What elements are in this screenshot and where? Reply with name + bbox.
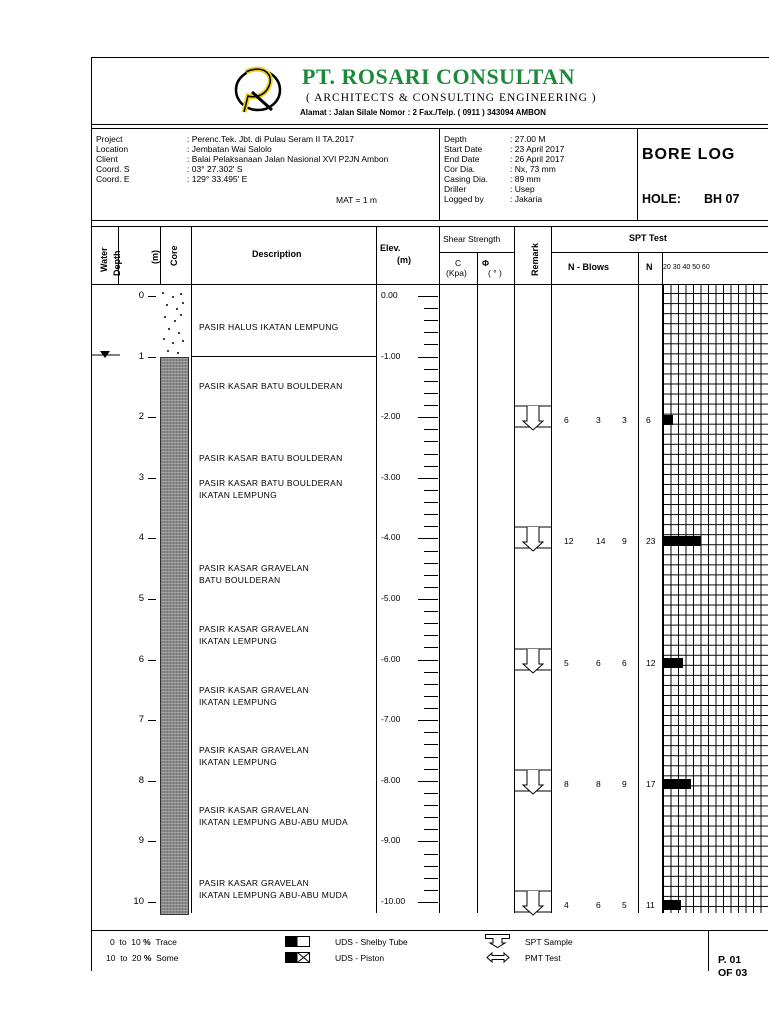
spt-n-value: 23 [646, 536, 656, 547]
elevation-subtick [424, 623, 438, 624]
elevation-subtick [424, 769, 438, 770]
elevation-tick [418, 660, 438, 661]
legend-trace: 0 to 10 % Trace [110, 937, 177, 947]
info-left-labels [96, 134, 130, 184]
col-phi: Φ [482, 258, 489, 268]
info-mid-labels: Depth Start Date End Date Cor Dia. Casing Dia. Driller Logged by [444, 134, 488, 204]
depth-tick [148, 296, 156, 297]
sand-dot [166, 304, 168, 306]
depth-label: 1 [138, 350, 144, 362]
piston-icon [285, 952, 311, 963]
elevation-subtick [424, 441, 438, 442]
layer-description: IKATAN LEMPUNG [199, 697, 278, 707]
elevation-label: -4.00 [381, 532, 401, 543]
elevation-subtick [424, 647, 438, 648]
depth-tick [148, 841, 156, 842]
elevation-label: -9.00 [381, 835, 401, 846]
spt-n-bar [663, 536, 701, 546]
spt-n-value: 12 [646, 657, 656, 668]
elevation-subtick [424, 551, 438, 552]
sand-dot [163, 338, 165, 340]
elevation-subtick [424, 344, 438, 345]
info-value: : Balai Pelaksanaan Jalan Nasional XVI P2JN Ambon [187, 154, 389, 164]
elevation-subtick [424, 587, 438, 588]
col-scale: 20 30 40 50 60 [663, 264, 710, 271]
spt-blow-1: 12 [564, 536, 574, 547]
info-label: Coord. E [96, 174, 130, 184]
elevation-tick [418, 417, 438, 418]
spt-sampler-icon [515, 769, 551, 795]
spt-blow-3: 3 [622, 415, 627, 426]
col-elev-unit: (m) [397, 255, 411, 265]
depth-tick [148, 720, 156, 721]
sand-dot [164, 316, 166, 318]
spt-blow-2: 6 [596, 657, 601, 668]
spt-sampler-icon [515, 405, 551, 431]
info-value: : 129° 33.495' E [187, 174, 248, 184]
info-mid-values: : 27.00 M : 23 April 2017 : 26 April 2017 : Nx, 73 mm : 89 mm : Usep : Jakaria [510, 134, 565, 204]
layer-description: IKATAN LEMPUNG [199, 490, 278, 500]
elevation-subtick [424, 829, 438, 830]
sand-dot [172, 296, 174, 298]
layer-description: BATU BOULDERAN [199, 575, 281, 585]
spt-blow-3: 6 [622, 657, 627, 668]
info-label: Project [96, 134, 123, 144]
elevation-subtick [424, 708, 438, 709]
elevation-subtick [424, 878, 438, 879]
depth-label: 6 [138, 653, 144, 665]
pmt-test-icon [485, 952, 511, 963]
elevation-label: 0.00 [381, 290, 398, 300]
sand-dot [182, 302, 184, 304]
elevation-tick [418, 599, 438, 600]
company-logo-icon [228, 62, 288, 114]
depth-tick [148, 599, 156, 600]
spt-blow-2: 14 [596, 536, 606, 547]
col-spt: SPT Test [629, 233, 667, 243]
layer-description: IKATAN LEMPUNG ABU-ABU MUDA [199, 817, 349, 827]
elevation-tick [418, 296, 438, 297]
elevation-subtick [424, 332, 438, 333]
elevation-label: -8.00 [381, 774, 401, 785]
col-depth: Depth [112, 250, 122, 276]
depth-label: 2 [138, 411, 144, 423]
elevation-label: -3.00 [381, 471, 401, 482]
elevation-subtick [424, 466, 438, 467]
info-value: : 03° 27.302' S [187, 164, 243, 174]
col-shear: Shear Strength [443, 234, 501, 244]
spt-blow-3: 5 [622, 900, 627, 910]
sand-dot [168, 328, 170, 330]
spt-blow-1: 8 [564, 778, 569, 789]
mat-value: MAT = 1 m [336, 195, 378, 205]
layer-description: IKATAN LEMPUNG [199, 757, 278, 767]
spt-n-bar [663, 658, 683, 668]
depth-label: 3 [138, 471, 144, 483]
elevation-subtick [424, 308, 438, 309]
info-value: : Perenc.Tek. Jbt. di Pulau Seram II TA.2017 [187, 134, 354, 144]
elevation-subtick [424, 490, 438, 491]
col-remark: Remark [530, 242, 540, 276]
spt-sample-icon [485, 934, 511, 948]
hole-label: HOLE: [642, 192, 681, 206]
elevation-subtick [424, 757, 438, 758]
elevation-subtick [424, 793, 438, 794]
elevation-subtick [424, 405, 438, 406]
col-n-blows: N - Blows [568, 262, 610, 272]
layer-description: PASIR KASAR BATU BOULDERAN [199, 453, 343, 463]
col-phi-unit: ( ° ) [488, 268, 502, 278]
elevation-subtick [424, 805, 438, 806]
elevation-label: -7.00 [381, 714, 401, 725]
spt-n-value: 11 [646, 900, 655, 910]
depth-label: 9 [138, 835, 144, 847]
core-fine-sand-pattern [160, 290, 187, 357]
legend-shelby: UDS - Shelby Tube [335, 937, 408, 947]
elevation-subtick [424, 369, 438, 370]
depth-tick [148, 417, 156, 418]
spt-n-value: 6 [646, 415, 651, 426]
elevation-subtick [424, 393, 438, 394]
core-sample-pattern [160, 357, 189, 915]
legend-pmt-test: PMT Test [525, 953, 561, 963]
elevation-subtick [424, 866, 438, 867]
elevation-subtick [424, 732, 438, 733]
page-number: P. 01 [718, 954, 742, 966]
layer-description: PASIR KASAR BATU BOULDERAN [199, 478, 343, 488]
col-water: Water [99, 247, 109, 272]
divider [91, 124, 768, 125]
depth-tick [148, 538, 156, 539]
col-unit: (m) [150, 250, 160, 264]
layer-description: PASIR KASAR GRAVELAN [199, 563, 310, 573]
depth-tick [148, 478, 156, 479]
elevation-tick [418, 538, 438, 539]
legend-piston: UDS - Piston [335, 953, 385, 963]
elevation-tick [418, 720, 438, 721]
legend-some: 10 to 20 % Some [106, 953, 179, 963]
elevation-tick [418, 781, 438, 782]
layer-description: PASIR KASAR GRAVELAN [199, 805, 310, 815]
elevation-subtick [424, 684, 438, 685]
elevation-tick [418, 902, 438, 903]
spt-blow-1: 4 [564, 900, 569, 910]
layer-description: PASIR KASAR GRAVELAN [199, 878, 310, 888]
elevation-subtick [424, 635, 438, 636]
elevation-subtick [424, 611, 438, 612]
spt-n-bar [663, 415, 673, 425]
bore-log-title: BORE LOG [642, 146, 736, 163]
elevation-subtick [424, 672, 438, 673]
spt-n-bar [663, 779, 691, 789]
col-core: Core [169, 245, 179, 266]
spt-n-bar [663, 900, 681, 910]
elevation-subtick [424, 744, 438, 745]
spt-blow-1: 5 [564, 657, 569, 668]
depth-label: 10 [133, 896, 144, 907]
sand-dot [180, 314, 182, 316]
layer-description: PASIR KASAR GRAVELAN [199, 685, 310, 695]
elevation-tick [418, 478, 438, 479]
elevation-subtick [424, 429, 438, 430]
shelby-tube-icon [285, 936, 311, 947]
sand-dot [182, 340, 184, 342]
spt-sampler-icon [515, 890, 551, 916]
spt-blow-3: 9 [622, 536, 627, 547]
elevation-label: -1.00 [381, 350, 401, 361]
col-elev: Elev. [380, 243, 401, 253]
elevation-subtick [424, 502, 438, 503]
elevation-subtick [424, 854, 438, 855]
spt-sampler-icon [515, 526, 551, 552]
elevation-label: -5.00 [381, 593, 401, 603]
company-address: Alamat : Jalan Silale Nomor : 2 Fax./Telp. ( 0911 ) 343094 AMBON [300, 108, 546, 117]
elevation-subtick [424, 563, 438, 564]
col-c-unit: (Kpa) [446, 268, 467, 278]
info-value: : Jembatan Wai Salolo [187, 144, 272, 154]
depth-tick [148, 660, 156, 661]
col-n: N [646, 262, 653, 272]
layer-description: PASIR KASAR BATU BOULDERAN [199, 381, 343, 391]
elevation-subtick [424, 454, 438, 455]
layer-description: IKATAN LEMPUNG [199, 636, 278, 646]
elevation-label: -6.00 [381, 653, 401, 664]
col-c: C [455, 258, 462, 268]
spt-blow-3: 9 [622, 778, 627, 789]
elevation-tick [418, 357, 438, 358]
divider [91, 128, 768, 129]
layer-description: PASIR KASAR GRAVELAN [199, 745, 310, 755]
hole-value: BH 07 [704, 192, 740, 206]
legend-spt-sample: SPT Sample [525, 937, 573, 947]
depth-label: 7 [138, 714, 144, 726]
sand-dot [180, 293, 182, 295]
spt-sampler-icon [515, 648, 551, 674]
depth-tick [148, 781, 156, 782]
depth-tick [148, 902, 156, 903]
depth-tick [148, 357, 156, 358]
spt-n-grid [663, 284, 768, 913]
elevation-subtick [424, 696, 438, 697]
sand-dot [172, 342, 174, 344]
layer-description: PASIR HALUS IKATAN LEMPUNG [199, 322, 339, 332]
layer-description: IKATAN LEMPUNG ABU-ABU MUDA [199, 890, 349, 900]
elevation-label: -10.00 [381, 896, 406, 906]
elevation-subtick [424, 320, 438, 321]
elevation-subtick [424, 514, 438, 515]
layer-description: PASIR KASAR GRAVELAN [199, 624, 310, 634]
elevation-subtick [424, 381, 438, 382]
spt-blow-2: 3 [596, 415, 601, 426]
info-left-values [187, 134, 388, 184]
spt-blow-1: 6 [564, 415, 569, 426]
spt-blow-2: 8 [596, 778, 601, 789]
company-name: PT. ROSARI CONSULTAN [302, 64, 576, 89]
sand-dot [176, 308, 178, 310]
sand-dot [162, 292, 164, 294]
page-of: OF 03 [718, 967, 748, 979]
depth-label: 5 [138, 593, 144, 604]
depth-label: 0 [138, 290, 144, 301]
info-label: Coord. S [96, 164, 130, 174]
sand-dot [167, 350, 169, 352]
depth-label: 8 [138, 774, 144, 786]
spt-blow-2: 6 [596, 900, 601, 910]
water-level-icon [92, 349, 120, 359]
elevation-subtick [424, 817, 438, 818]
info-label: Client [96, 154, 118, 164]
col-description: Description [252, 249, 302, 259]
spt-n-value: 17 [646, 778, 656, 789]
company-subtitle: ( ARCHITECTS & CONSULTING ENGINEERING ) [306, 92, 597, 104]
elevation-label: -2.00 [381, 411, 401, 422]
elevation-subtick [424, 890, 438, 891]
elevation-tick [418, 841, 438, 842]
depth-label: 4 [138, 532, 144, 544]
sand-dot [174, 320, 176, 322]
sand-dot [177, 352, 179, 354]
elevation-subtick [424, 526, 438, 527]
elevation-subtick [424, 575, 438, 576]
sand-dot [178, 332, 180, 334]
info-label: Location [96, 144, 129, 154]
